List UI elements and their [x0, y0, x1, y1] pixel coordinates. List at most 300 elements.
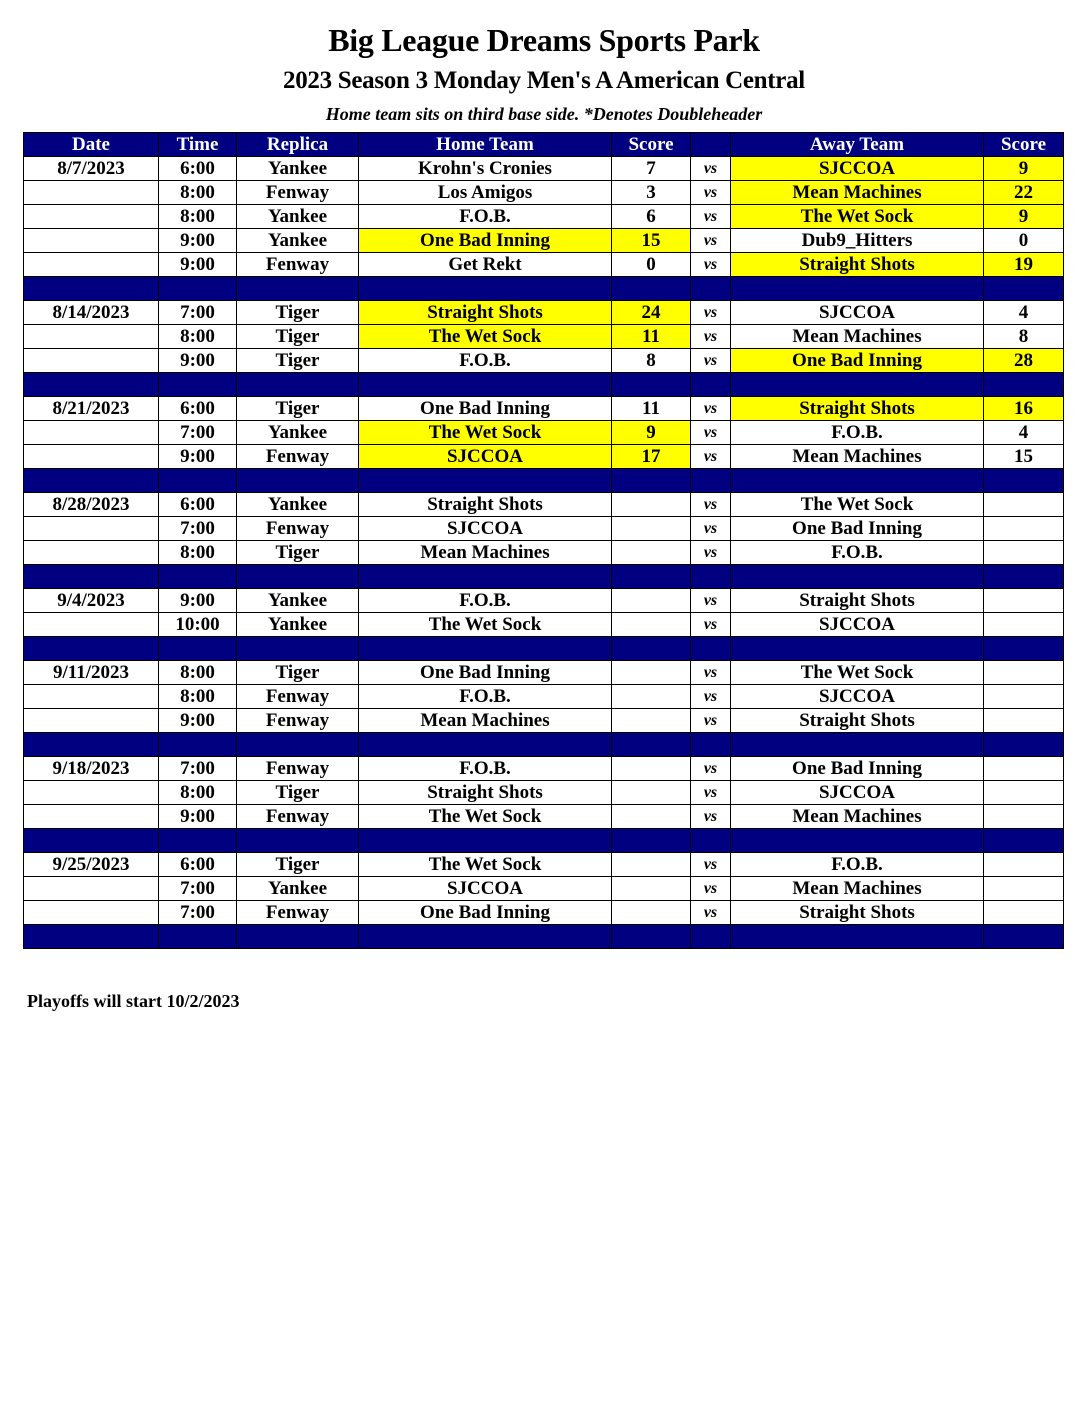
vs-label: vs: [691, 397, 731, 421]
week-separator-row: [24, 637, 1064, 661]
game-time: 9:00: [159, 349, 237, 373]
home-score: 0: [612, 253, 691, 277]
home-team: One Bad Inning: [359, 229, 612, 253]
game-replica: Tiger: [237, 661, 359, 685]
away-score: 0: [984, 229, 1064, 253]
home-team: One Bad Inning: [359, 901, 612, 925]
home-score: 8: [612, 349, 691, 373]
separator-cell: [237, 925, 359, 949]
schedule-note: Home team sits on third base side. *Denotes Doubleheader: [325, 104, 763, 124]
game-date: [24, 181, 159, 205]
home-team: SJCCOA: [359, 445, 612, 469]
away-team: Straight Shots: [731, 589, 984, 613]
game-date: [24, 517, 159, 541]
game-row: [24, 877, 1064, 901]
separator-cell: [359, 565, 612, 589]
game-date: 9/11/2023: [24, 661, 159, 685]
separator-cell: [237, 733, 359, 757]
separator-cell: [159, 637, 237, 661]
game-replica: Tiger: [237, 325, 359, 349]
home-score: [612, 589, 691, 613]
away-score: 9: [984, 157, 1064, 181]
away-score: 8: [984, 325, 1064, 349]
separator-cell: [612, 277, 691, 301]
game-replica: Fenway: [237, 805, 359, 829]
vs-label: vs: [691, 661, 731, 685]
separator-cell: [984, 373, 1064, 397]
separator-cell: [159, 277, 237, 301]
separator-cell: [731, 637, 984, 661]
game-date: [24, 205, 159, 229]
separator-cell: [984, 829, 1064, 853]
game-time: 7:00: [159, 901, 237, 925]
game-row: [24, 613, 1064, 637]
away-score: 28: [984, 349, 1064, 373]
week-separator-row: [24, 277, 1064, 301]
playoffs-note: Playoffs will start 10/2/2023: [27, 991, 240, 1011]
away-score: [984, 709, 1064, 733]
separator-cell: [984, 277, 1064, 301]
game-replica: Tiger: [237, 301, 359, 325]
home-team: The Wet Sock: [359, 805, 612, 829]
separator-cell: [237, 373, 359, 397]
header-time: Time: [159, 133, 237, 157]
game-row: [24, 181, 1064, 205]
game-date: [24, 781, 159, 805]
game-time: 8:00: [159, 181, 237, 205]
away-team: Mean Machines: [731, 181, 984, 205]
week-separator-row: [24, 373, 1064, 397]
game-row: [24, 709, 1064, 733]
game-time: 9:00: [159, 253, 237, 277]
game-time: 6:00: [159, 493, 237, 517]
game-date: 8/14/2023: [24, 301, 159, 325]
separator-cell: [984, 637, 1064, 661]
separator-cell: [984, 733, 1064, 757]
away-team: One Bad Inning: [731, 349, 984, 373]
schedule-table: [23, 132, 1064, 949]
vs-label: vs: [691, 877, 731, 901]
home-team: SJCCOA: [359, 877, 612, 901]
separator-cell: [24, 565, 159, 589]
header-row: [24, 133, 1064, 157]
game-date: [24, 253, 159, 277]
vs-label: vs: [691, 349, 731, 373]
separator-cell: [612, 637, 691, 661]
separator-cell: [691, 373, 731, 397]
home-team: Straight Shots: [359, 781, 612, 805]
separator-cell: [159, 469, 237, 493]
header-home-score: Score: [612, 133, 691, 157]
away-score: [984, 517, 1064, 541]
game-row: [24, 853, 1064, 877]
vs-label: vs: [691, 181, 731, 205]
game-row: [24, 661, 1064, 685]
game-time: 7:00: [159, 757, 237, 781]
schedule-body: [24, 157, 1064, 949]
vs-label: vs: [691, 253, 731, 277]
game-date: 8/21/2023: [24, 397, 159, 421]
separator-cell: [984, 565, 1064, 589]
separator-cell: [159, 829, 237, 853]
home-team: The Wet Sock: [359, 421, 612, 445]
home-score: [612, 853, 691, 877]
game-time: 6:00: [159, 853, 237, 877]
away-team: One Bad Inning: [731, 757, 984, 781]
game-replica: Fenway: [237, 685, 359, 709]
game-time: 8:00: [159, 685, 237, 709]
game-date: 9/4/2023: [24, 589, 159, 613]
game-time: 8:00: [159, 205, 237, 229]
separator-cell: [359, 733, 612, 757]
separator-cell: [24, 637, 159, 661]
game-replica: Yankee: [237, 157, 359, 181]
home-team: Mean Machines: [359, 709, 612, 733]
home-team: Straight Shots: [359, 493, 612, 517]
vs-label: vs: [691, 853, 731, 877]
away-score: [984, 805, 1064, 829]
game-date: [24, 901, 159, 925]
home-team: F.O.B.: [359, 205, 612, 229]
vs-label: vs: [691, 685, 731, 709]
home-team: The Wet Sock: [359, 853, 612, 877]
separator-cell: [612, 925, 691, 949]
week-separator-row: [24, 925, 1064, 949]
vs-label: vs: [691, 301, 731, 325]
game-time: 6:00: [159, 397, 237, 421]
separator-cell: [731, 277, 984, 301]
game-replica: Yankee: [237, 613, 359, 637]
away-team: Mean Machines: [731, 877, 984, 901]
game-replica: Fenway: [237, 709, 359, 733]
home-team: The Wet Sock: [359, 325, 612, 349]
page-subtitle: 2023 Season 3 Monday Men's A American Central: [283, 67, 805, 94]
home-score: 24: [612, 301, 691, 325]
game-date: 9/18/2023: [24, 757, 159, 781]
game-row: [24, 349, 1064, 373]
game-date: [24, 229, 159, 253]
home-team: The Wet Sock: [359, 613, 612, 637]
game-time: 9:00: [159, 805, 237, 829]
home-team: Straight Shots: [359, 301, 612, 325]
game-replica: Fenway: [237, 445, 359, 469]
away-team: Straight Shots: [731, 901, 984, 925]
game-row: [24, 229, 1064, 253]
away-score: 4: [984, 421, 1064, 445]
game-replica: Yankee: [237, 493, 359, 517]
home-team: Krohn's Cronies: [359, 157, 612, 181]
header-away-team: Away Team: [731, 133, 984, 157]
home-score: 6: [612, 205, 691, 229]
game-replica: Tiger: [237, 853, 359, 877]
separator-cell: [359, 925, 612, 949]
separator-cell: [984, 469, 1064, 493]
home-score: [612, 781, 691, 805]
separator-cell: [731, 829, 984, 853]
game-row: [24, 541, 1064, 565]
separator-cell: [359, 277, 612, 301]
separator-cell: [612, 469, 691, 493]
game-date: [24, 541, 159, 565]
header-date: Date: [24, 133, 159, 157]
home-team: Get Rekt: [359, 253, 612, 277]
vs-label: vs: [691, 541, 731, 565]
game-time: 9:00: [159, 589, 237, 613]
header-replica: Replica: [237, 133, 359, 157]
vs-label: vs: [691, 517, 731, 541]
home-team: F.O.B.: [359, 757, 612, 781]
home-score: 11: [612, 397, 691, 421]
away-team: Mean Machines: [731, 325, 984, 349]
game-date: [24, 349, 159, 373]
vs-label: vs: [691, 757, 731, 781]
away-team: F.O.B.: [731, 421, 984, 445]
separator-cell: [159, 565, 237, 589]
home-score: [612, 685, 691, 709]
game-date: [24, 709, 159, 733]
home-team: One Bad Inning: [359, 397, 612, 421]
away-score: [984, 901, 1064, 925]
vs-label: vs: [691, 613, 731, 637]
separator-cell: [691, 637, 731, 661]
separator-cell: [24, 733, 159, 757]
away-team: One Bad Inning: [731, 517, 984, 541]
vs-label: vs: [691, 493, 731, 517]
game-row: [24, 397, 1064, 421]
away-team: SJCCOA: [731, 781, 984, 805]
away-team: SJCCOA: [731, 301, 984, 325]
away-team: SJCCOA: [731, 685, 984, 709]
separator-cell: [731, 373, 984, 397]
game-row: [24, 685, 1064, 709]
separator-cell: [359, 469, 612, 493]
home-team: F.O.B.: [359, 589, 612, 613]
game-time: 7:00: [159, 877, 237, 901]
game-time: 10:00: [159, 613, 237, 637]
separator-cell: [24, 829, 159, 853]
game-row: [24, 805, 1064, 829]
game-date: [24, 805, 159, 829]
vs-label: vs: [691, 445, 731, 469]
game-replica: Fenway: [237, 181, 359, 205]
game-time: 7:00: [159, 301, 237, 325]
separator-cell: [359, 373, 612, 397]
home-score: 9: [612, 421, 691, 445]
home-score: [612, 709, 691, 733]
separator-cell: [731, 925, 984, 949]
home-score: 15: [612, 229, 691, 253]
week-separator-row: [24, 733, 1064, 757]
vs-label: vs: [691, 421, 731, 445]
game-time: 8:00: [159, 661, 237, 685]
away-score: [984, 853, 1064, 877]
game-row: [24, 901, 1064, 925]
home-score: [612, 661, 691, 685]
game-replica: Tiger: [237, 349, 359, 373]
home-score: [612, 805, 691, 829]
game-date: 8/28/2023: [24, 493, 159, 517]
game-replica: Fenway: [237, 517, 359, 541]
separator-cell: [237, 565, 359, 589]
separator-cell: [731, 469, 984, 493]
game-row: [24, 445, 1064, 469]
away-score: [984, 589, 1064, 613]
home-score: [612, 877, 691, 901]
away-team: Mean Machines: [731, 805, 984, 829]
game-time: 7:00: [159, 421, 237, 445]
separator-cell: [24, 469, 159, 493]
game-date: [24, 421, 159, 445]
game-time: 9:00: [159, 229, 237, 253]
home-team: SJCCOA: [359, 517, 612, 541]
game-time: 8:00: [159, 541, 237, 565]
vs-label: vs: [691, 205, 731, 229]
home-score: [612, 613, 691, 637]
separator-cell: [691, 565, 731, 589]
away-team: F.O.B.: [731, 541, 984, 565]
game-date: [24, 685, 159, 709]
game-row: [24, 781, 1064, 805]
away-score: [984, 877, 1064, 901]
separator-cell: [691, 469, 731, 493]
away-team: F.O.B.: [731, 853, 984, 877]
away-team: The Wet Sock: [731, 661, 984, 685]
game-row: [24, 493, 1064, 517]
vs-label: vs: [691, 805, 731, 829]
separator-cell: [984, 925, 1064, 949]
game-row: [24, 157, 1064, 181]
game-time: 8:00: [159, 325, 237, 349]
page-title: Big League Dreams Sports Park: [328, 22, 760, 58]
away-team: The Wet Sock: [731, 493, 984, 517]
home-score: [612, 901, 691, 925]
game-row: [24, 253, 1064, 277]
separator-cell: [24, 925, 159, 949]
away-score: 15: [984, 445, 1064, 469]
vs-label: vs: [691, 709, 731, 733]
away-score: [984, 613, 1064, 637]
header-away-score: Score: [984, 133, 1064, 157]
game-date: 8/7/2023: [24, 157, 159, 181]
game-row: [24, 301, 1064, 325]
separator-cell: [24, 373, 159, 397]
home-score: [612, 541, 691, 565]
separator-cell: [237, 277, 359, 301]
vs-label: vs: [691, 157, 731, 181]
away-team: SJCCOA: [731, 157, 984, 181]
game-replica: Yankee: [237, 205, 359, 229]
away-score: [984, 781, 1064, 805]
game-time: 8:00: [159, 781, 237, 805]
away-team: Dub9_Hitters: [731, 229, 984, 253]
away-team: Straight Shots: [731, 253, 984, 277]
away-team: SJCCOA: [731, 613, 984, 637]
away-score: [984, 493, 1064, 517]
home-score: 11: [612, 325, 691, 349]
game-replica: Yankee: [237, 877, 359, 901]
separator-cell: [359, 637, 612, 661]
game-time: 9:00: [159, 445, 237, 469]
separator-cell: [691, 277, 731, 301]
away-team: Mean Machines: [731, 445, 984, 469]
home-score: [612, 493, 691, 517]
game-row: [24, 589, 1064, 613]
game-replica: Yankee: [237, 421, 359, 445]
separator-cell: [612, 829, 691, 853]
away-score: 16: [984, 397, 1064, 421]
away-score: [984, 541, 1064, 565]
separator-cell: [691, 829, 731, 853]
vs-label: vs: [691, 229, 731, 253]
separator-cell: [24, 277, 159, 301]
vs-label: vs: [691, 589, 731, 613]
week-separator-row: [24, 829, 1064, 853]
game-row: [24, 421, 1064, 445]
home-score: 7: [612, 157, 691, 181]
separator-cell: [612, 373, 691, 397]
home-score: [612, 517, 691, 541]
separator-cell: [731, 733, 984, 757]
game-replica: Fenway: [237, 757, 359, 781]
game-row: [24, 325, 1064, 349]
game-replica: Tiger: [237, 781, 359, 805]
game-date: 9/25/2023: [24, 853, 159, 877]
game-date: [24, 613, 159, 637]
game-row: [24, 757, 1064, 781]
header-vs: [691, 133, 731, 157]
separator-cell: [691, 733, 731, 757]
home-team: Los Amigos: [359, 181, 612, 205]
separator-cell: [691, 925, 731, 949]
home-score: [612, 757, 691, 781]
home-score: 3: [612, 181, 691, 205]
away-team: Straight Shots: [731, 397, 984, 421]
game-replica: Fenway: [237, 253, 359, 277]
away-team: Straight Shots: [731, 709, 984, 733]
separator-cell: [731, 565, 984, 589]
away-team: The Wet Sock: [731, 205, 984, 229]
separator-cell: [159, 373, 237, 397]
vs-label: vs: [691, 325, 731, 349]
game-replica: Tiger: [237, 541, 359, 565]
home-team: One Bad Inning: [359, 661, 612, 685]
vs-label: vs: [691, 781, 731, 805]
away-score: 22: [984, 181, 1064, 205]
game-date: [24, 325, 159, 349]
separator-cell: [159, 733, 237, 757]
separator-cell: [359, 829, 612, 853]
home-team: F.O.B.: [359, 349, 612, 373]
separator-cell: [237, 637, 359, 661]
away-score: [984, 685, 1064, 709]
away-score: 4: [984, 301, 1064, 325]
game-replica: Fenway: [237, 901, 359, 925]
away-score: [984, 661, 1064, 685]
game-replica: Yankee: [237, 229, 359, 253]
game-time: 9:00: [159, 709, 237, 733]
game-row: [24, 205, 1064, 229]
game-row: [24, 517, 1064, 541]
separator-cell: [237, 829, 359, 853]
game-time: 7:00: [159, 517, 237, 541]
away-score: [984, 757, 1064, 781]
week-separator-row: [24, 469, 1064, 493]
header-home-team: Home Team: [359, 133, 612, 157]
game-time: 6:00: [159, 157, 237, 181]
game-date: [24, 445, 159, 469]
away-score: 9: [984, 205, 1064, 229]
home-team: Mean Machines: [359, 541, 612, 565]
